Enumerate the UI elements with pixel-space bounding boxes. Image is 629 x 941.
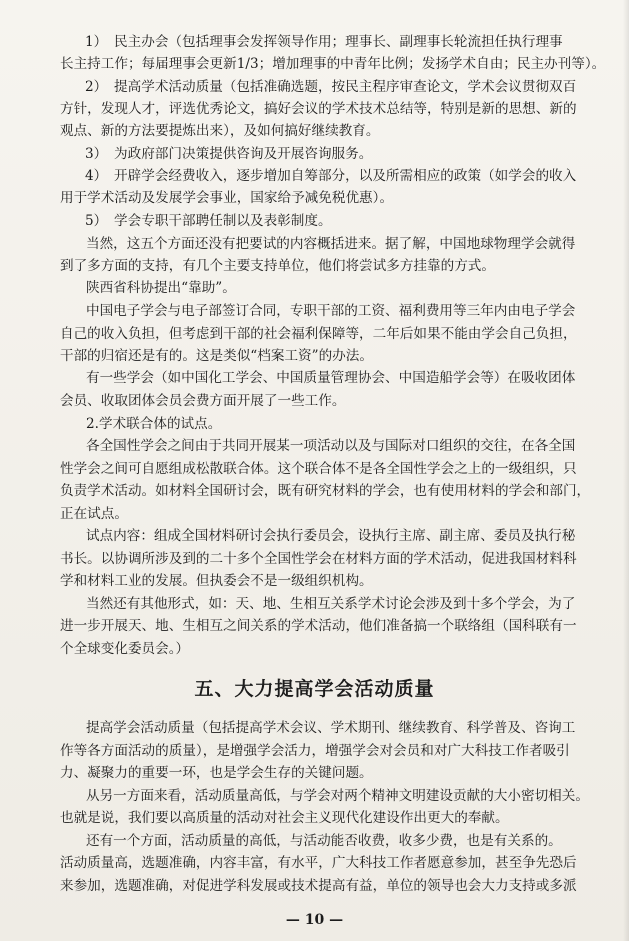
text-line: 活动质量高，选题准确，内容丰富，有水平，广大科技工作者愿意参加，甚至争先恐后	[60, 855, 577, 871]
text-line: 也就是说，我们要以高质量的活动对社会主义现代化建设作出更大的奉献。	[60, 810, 509, 826]
page-edge-shadow	[623, 0, 629, 941]
text-line: 陕西省科协提出“靠助”。	[86, 280, 236, 296]
section-heading: 五、大力提高学会活动质量	[194, 678, 435, 700]
text-line: 各全国性学会之间由于共同开展某一项活动以及与国际对口组织的交往，在各全国	[86, 438, 576, 454]
text-line: 正在试点。	[60, 506, 128, 522]
text-line: 3） 为政府部门决策提供咨询及开展咨询服务。	[85, 146, 373, 162]
text-line: 负责学术活动。如材料全国研讨会，既有研究材料的学会，也有使用材料的学会和部门，	[60, 483, 591, 499]
text-line: 进一步开展天、地、生相互之间关系的学术活动，他们准备搞一个联络组（国科联有一	[60, 618, 577, 634]
text-line: 提高学会活动质量（包括提高学术会议、学术期刊、继续教育、科学普及、咨询工	[86, 720, 576, 736]
text-line: 力、凝聚力的重要一环，也是学会生存的关键问题。	[60, 765, 373, 781]
text-line: 会员、收取团体会员会费方面开展了一些工作。	[60, 393, 346, 409]
page-number: — 10 —	[285, 912, 344, 928]
text-line: 到了多方面的支持，有几个主要支持单位，他们将尝试多方挂靠的方式。	[60, 258, 495, 274]
text-line: 书长。以协调所涉及到的二十多个全国性学会在材料方面的学术活动，促进我国材料科	[60, 551, 577, 567]
text-line: 作等各方面活动的质量），是增强学会活力，增强学会对会员和对广大科技工作者吸引	[60, 743, 570, 759]
text-line: 1） 民主办会（包括理事会发挥领导作用；理事长、副理事长轮流担任执行理事	[85, 34, 563, 50]
text-line: 学和材料工业的发展。但执委会不是一级组织机构。	[60, 573, 373, 589]
text-line: 干部的归宿还是有的。这是类似“档案工资”的办法。	[60, 348, 373, 364]
text-line: 自己的收入负担，但考虑到干部的社会福利保障等，二年后如果不能由学会自己负担，	[60, 326, 577, 342]
text-line: 中国电子学会与电子部签订合同，专职干部的工资、福利费用等三年内由电子学会	[86, 303, 576, 319]
text-line: 还有一个方面，活动质量的高低，与活动能否收费，收多少费，也是有关系的。	[86, 833, 562, 849]
text-line: 2.学术联合体的试点。	[86, 416, 222, 432]
text-line: 个全球变化委员会。）	[60, 641, 190, 657]
text-line: 当然，这五个方面还没有把要试的内容概括进来。据了解，中国地球物理学会就得	[86, 236, 576, 252]
text-line: 长主持工作；每届理事会更新1/3；增加理事的中青年比例；发扬学术自由；民主办刊等）。	[60, 56, 606, 72]
text-line: 5） 学会专职干部聘任制以及表彰制度。	[85, 213, 332, 229]
text-line: 方针，发现人才，评选优秀论文，搞好会议的学术技术总结等，特别是新的思想、新的	[60, 101, 577, 117]
text-line: 4） 开辟学会经费收入，逐步增加自筹部分，以及所需相应的政策（如学会的收入	[85, 168, 577, 184]
text-line: 2） 提高学术活动质量（包括准确选题，按民主程序审查论文，学术会议贯彻双百	[85, 79, 577, 95]
text-line: 性学会之间可自愿组成松散联合体。这个联合体不是各全国性学会之上的一级组织，只	[60, 461, 577, 477]
text-line: 有一些学会（如中国化工学会、中国质量管理协会、中国造船学会等）在吸收团体	[86, 370, 576, 386]
text-line: 当然还有其他形式，如：天、地、生相互关系学术讨论会涉及到十多个学会，为了	[86, 596, 576, 612]
text-line: 从另一方面来看，活动质量高低，与学会对两个精神文明建设贡献的大小密切相关。	[86, 788, 589, 804]
text-line: 用于学术活动及发展学会事业，国家给予减免税优惠）。	[60, 190, 394, 206]
text-line: 试点内容：组成全国材料研讨会执行委员会，设执行主席、副主席、委员及执行秘	[86, 528, 576, 544]
text-line: 观点、新的方法要提炼出来），及如何搞好继续教育。	[60, 123, 380, 139]
text-line: 来参加，选题准确，对促进学科发展或技术提高有益，单位的领导也会大力支持或多派	[60, 878, 577, 894]
